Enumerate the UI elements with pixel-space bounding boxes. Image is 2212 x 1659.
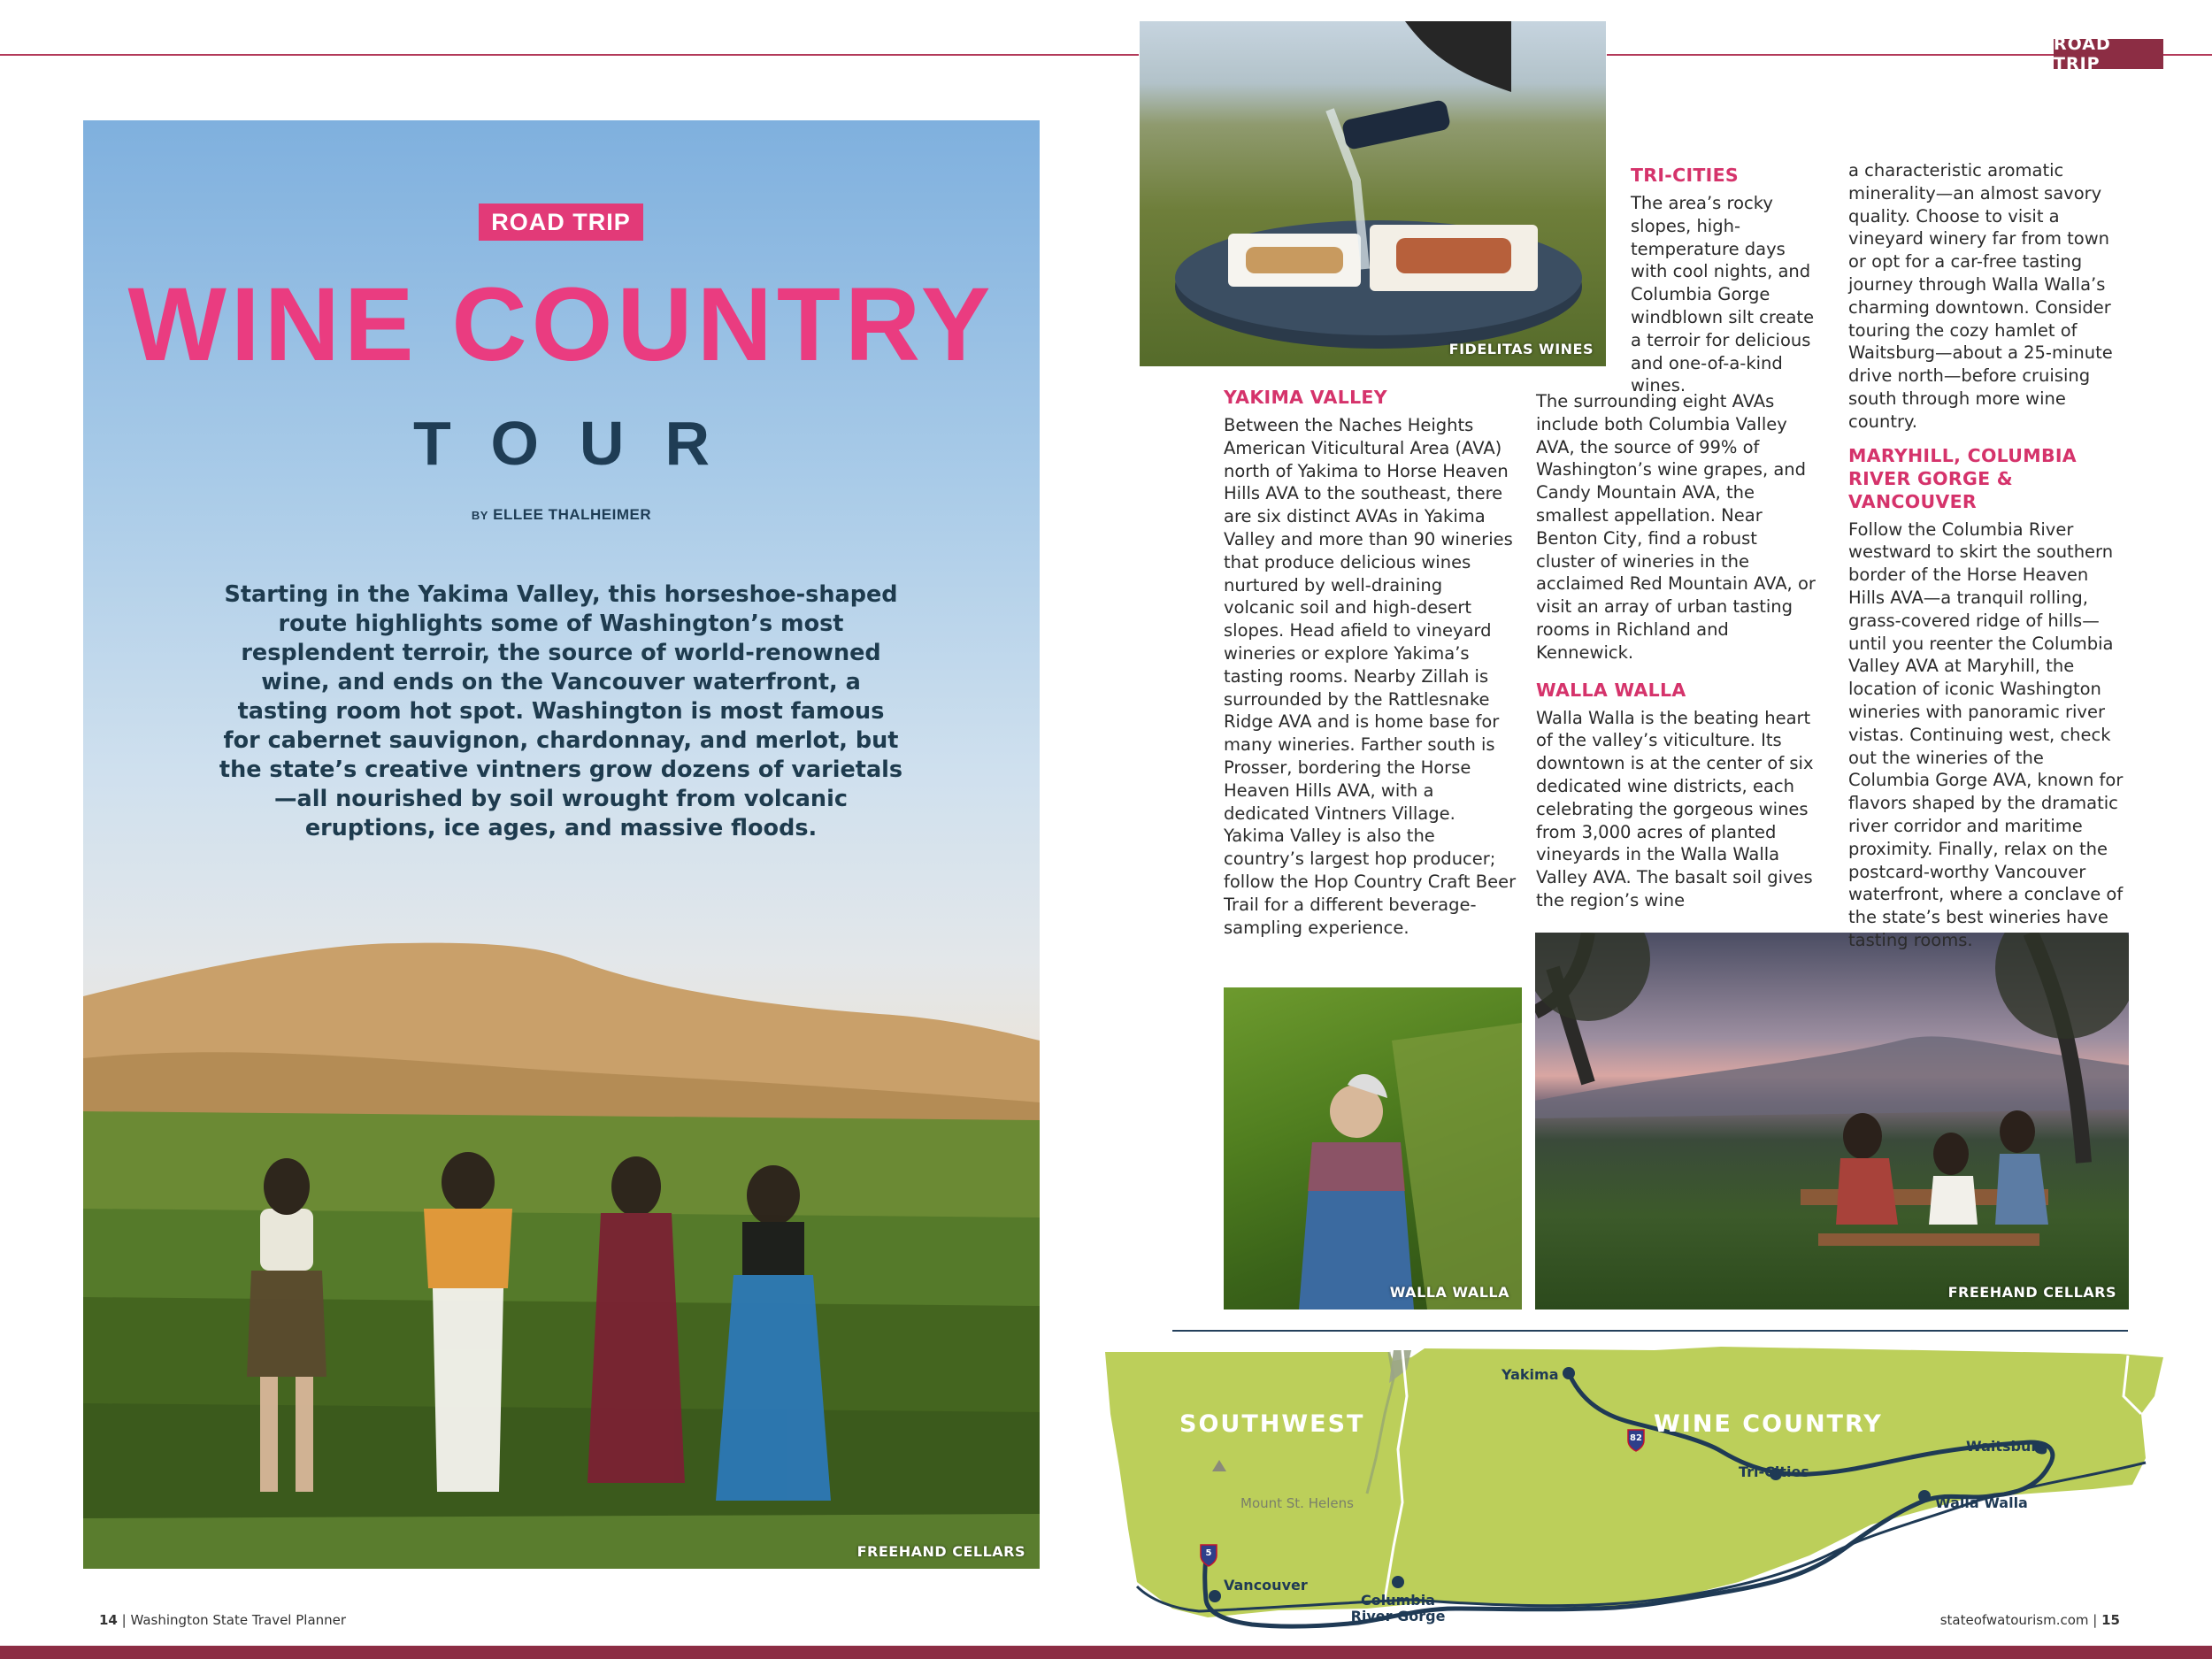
walla-walla-heading: WALLA WALLA: [1536, 679, 1686, 701]
freehand-cellars-photo-credit: FREEHAND CELLARS: [1947, 1284, 2116, 1301]
right-page-number: 15: [2101, 1612, 2120, 1628]
yakima-valley-heading: YAKIMA VALLEY: [1224, 387, 1387, 408]
left-folio: [99, 1612, 346, 1628]
map-label-waitsburg: Waitsburg: [1966, 1438, 2048, 1455]
walla-walla-photo-credit: WALLA WALLA: [1389, 1284, 1509, 1301]
intro-paragraph: Starting in the Yakima Valley, this horseshoe-shaped route highlights some of Washington’s most resplendent terroir, the source of world-renowned wine, and ends on the Vancouver waterfront, a tasting room hot spot. Washington is most famous for cabernet sauvignon, chardonnay, and merlot, but the state’s creative vintners grow dozens of varietals—all nourished by soil wrought from volcanic eruptions, ice ages, and massive floods.: [219, 581, 903, 841]
map-label-columbia-river-gorge: [1349, 1593, 1447, 1624]
yakima-valley-section: [1224, 386, 1517, 939]
walla-walla-dot: [1918, 1490, 1931, 1502]
maryhill-body: Follow the Columbia River westward to skirt the southern border of the Horse Heaven Hills AVA—a tranquil rolling, grass-covered ridge of hills—until you reenter the Columbia Valley AVA at Maryhill, the location of iconic Washington wineries with panoramic river vistas. Continuing west, check out the wineries of the Columbia Gorge AVA, known for flavors shaped by the dramatic river corridor and maritime proximity. Finally, relax on the postcard-worthy Vancouver waterfront, where a conclave of the state’s best wineries have tasting rooms.: [1848, 518, 2124, 950]
footer-bar: [0, 1646, 2212, 1659]
map-label-tri-cities: Tri-Cities: [1739, 1463, 1809, 1480]
patio-evening-illustration: [1535, 933, 2129, 1310]
yakima-valley-body: Between the Naches Heights American Viticultural Area (AVA) north of Yakima to Horse Heaven Hills AVA to the southeast, there are six distinct AVAs in Yakima Valley and more than 90 wineries that produce delicious wines nurtured by well-draining volcanic soil and high-desert slopes. Head afield to vineyard wineries or explore Yakima’s tasting rooms. Nearby Zillah is surrounded by the Rattlesnake Ridge AVA and is home base for many wineries. Farther south is Prosser, bordering the Horse Heaven Hills AVA, with a dedicated Vintners Village. Yakima Valley is also the country’s largest hop producer; follow the Hop Country Craft Beer Trail for a different beverage-sampling experience.: [1224, 415, 1517, 938]
map-label-mount-st-helens: Mount St. Helens: [1240, 1495, 1354, 1511]
walla-walla-body-continued: a characteristic aromatic minerality—an almost savory quality. Choose to visit a vineyard winery far from town or opt for a car-free tasting journey through Walla Walla’s charming downtown. Consider touring the cozy hamlet of Waitsburg—about a 25-minute drive north—before cruising south through more wine country.: [1848, 160, 2113, 432]
left-page-number: 14: [99, 1612, 118, 1628]
map-label-gorge-line2: River Gorge: [1350, 1608, 1446, 1624]
page-title: WINE COUNTRY: [127, 266, 995, 383]
right-folio-text: stateofwatourism.com: [1939, 1612, 2089, 1628]
left-folio-text: Washington State Travel Planner: [130, 1612, 347, 1628]
map-label-vancouver: Vancouver: [1224, 1577, 1308, 1594]
map-label-wine-country: WINE COUNTRY: [1654, 1410, 1883, 1438]
i5-shield-label: 5: [1205, 1548, 1212, 1558]
top-rule-left: [0, 54, 1139, 56]
right-column: [1848, 159, 2130, 952]
byline-author: ELLEE THALHEIMER: [493, 506, 652, 523]
columbia-gorge-dot: [1392, 1576, 1404, 1588]
vineyard-worker-illustration: [1224, 987, 1522, 1310]
walla-walla-body: Walla Walla is the beating heart of the valley’s viticulture. Its downtown is at the center of six dedicated wine districts, each celebrating the gorgeous wines from 3,000 acres of planted vineyards in the Walla Walla Valley AVA. The basalt soil gives the region’s wine: [1536, 707, 1814, 910]
tri-cities-body-lower: The surrounding eight AVAs include both Columbia Valley AVA, the source of 99% of Washington’s wine grapes, and Candy Mountain AVA, the smallest appellation. Near Benton City, find a robust cluster of wineries in the acclaimed Red Mountain AVA, or visit an array of urban tasting rooms in Richland and Kennewick.: [1536, 391, 1816, 663]
tri-cities-section: [1631, 164, 1816, 397]
yakima-dot: [1563, 1367, 1575, 1379]
section-tag: ROAD TRIP: [2054, 39, 2163, 69]
tri-cities-heading: TRI-CITIES: [1631, 165, 1739, 186]
fidelitas-photo: [1140, 21, 1606, 366]
map-label-gorge-line1: Columbia: [1360, 1592, 1435, 1609]
wine-table-illustration: [1140, 21, 1606, 366]
fidelitas-photo-credit: FIDELITAS WINES: [1448, 341, 1594, 357]
freehand-cellars-photo: [1535, 933, 2129, 1310]
vancouver-dot: [1209, 1590, 1221, 1602]
map-label-yakima: Yakima: [1502, 1366, 1559, 1383]
map-divider: [1172, 1330, 2128, 1332]
byline: [83, 506, 1040, 524]
byline-prefix: BY: [471, 509, 488, 522]
maryhill-heading: MARYHILL, COLUMBIA RIVER GORGE & VANCOUVER: [1848, 444, 2077, 512]
i82-shield-label: 82: [1630, 1433, 1642, 1443]
middle-column: [1536, 390, 1819, 912]
right-folio: [1940, 1612, 2120, 1628]
tri-cities-body-upper: The area’s rocky slopes, high-temperature days with cool nights, and Columbia Gorge windblown silt create a terroir for delicious and one-of-a-kind wines.: [1631, 193, 1815, 396]
hero-photo: [83, 120, 1040, 1569]
walla-walla-photo: [1224, 987, 1522, 1310]
hero-road-trip-tag: ROAD TRIP: [479, 204, 643, 241]
hero-photo-credit: FREEHAND CELLARS: [856, 1543, 1025, 1560]
map-label-walla-walla: Walla Walla: [1935, 1494, 2028, 1511]
right-folio-sep: |: [2093, 1612, 2102, 1628]
page-subtitle: TOUR: [412, 409, 751, 478]
left-folio-sep: |: [121, 1612, 131, 1628]
map-label-southwest: SOUTHWEST: [1179, 1410, 1365, 1438]
